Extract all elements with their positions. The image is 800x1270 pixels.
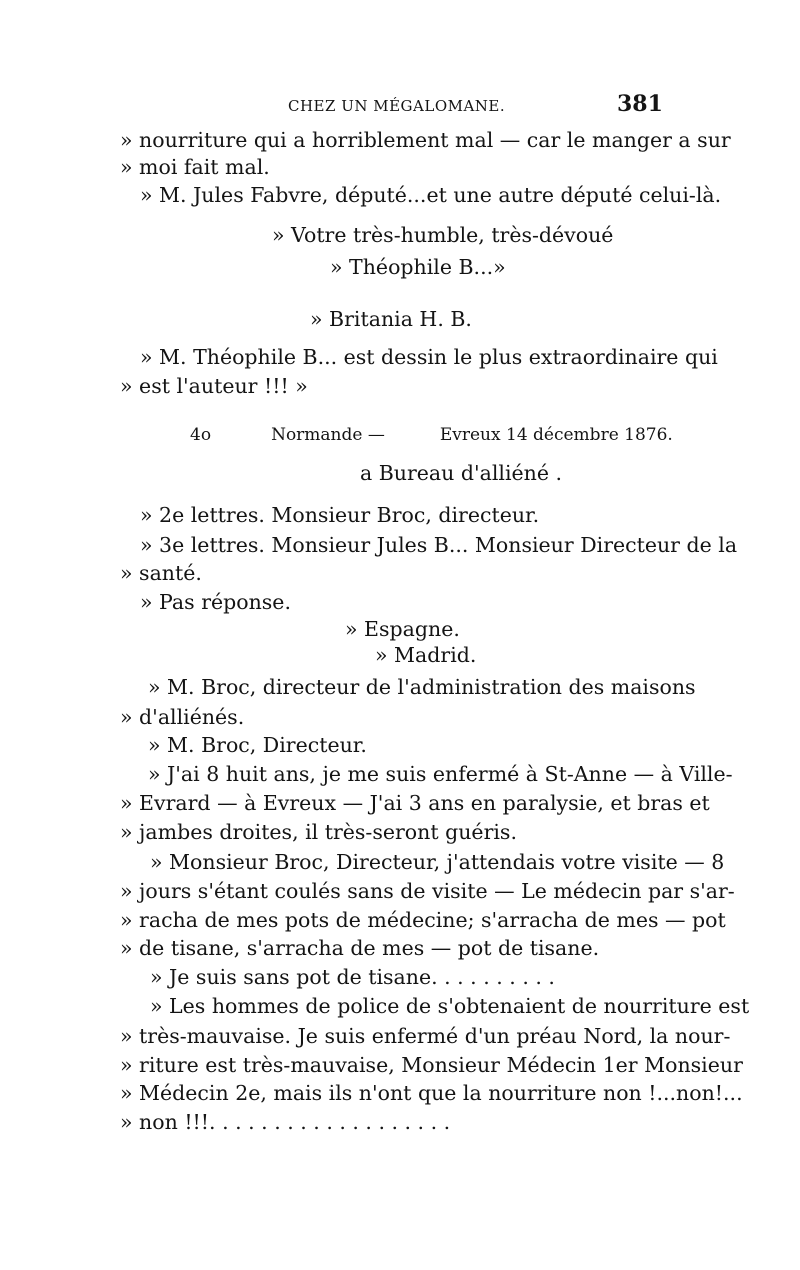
running-title: CHEZ UN MÉGALOMANE. [288,97,506,115]
text-line: » Britania H. B. [310,307,472,331]
text-line: » Votre très-humble, très-dévoué [272,223,614,247]
text-line: » est l'auteur !!! » [120,374,308,398]
text-line: » 3e lettres. Monsieur Jules B... Monsieur Directeur de la [140,533,738,557]
text-line: » Espagne. [345,617,460,641]
text-line: » M. Théophile B... est dessin le plus extraordinaire qui [140,345,718,369]
text-line: » nourriture qui a horriblement mal — car le manger a sur [120,128,731,152]
text-line: » Je suis sans pot de tisane. . . . . . . . . . [150,965,555,989]
text-line: » M. Broc, directeur de l'administration des maisons [148,675,696,699]
text-line: » Monsieur Broc, Directeur, j'attendais votre visite — 8 [150,850,725,874]
text-line: » M. Broc, Directeur. [148,733,367,757]
text-line: » Evrard — à Evreux — J'ai 3 ans en paralysie, et bras et [120,791,710,815]
text-line: » Madrid. [375,643,477,667]
date-line [190,427,673,444]
date-line-date: Evreux 14 décembre 1876. [439,425,673,445]
text-line: » M. Jules Fabvre, député...et une autre député celui-là. [140,183,722,207]
text-line: » santé. [120,561,202,585]
text-line: » non !!!. . . . . . . . . . . . . . . . . . . [120,1110,451,1134]
text-line: » moi fait mal. [120,155,270,179]
text-line: » riture est très-mauvaise, Monsieur Médecin 1er Monsieur [120,1053,743,1077]
text-line: a Bureau d'alliéné . [360,461,563,485]
text-line: » racha de mes pots de médecine; s'arracha de mes — pot [120,908,726,932]
text-line: » Pas réponse. [140,590,291,614]
text-line: » d'alliénés. [120,705,245,729]
text-line: » de tisane, s'arracha de mes — pot de tisane. [120,936,600,960]
date-line-region: Normande — [271,425,385,445]
text-line: » jambes droites, il très-seront guéris. [120,820,517,844]
text-line: » très-mauvaise. Je suis enfermé d'un préau Nord, la nour- [120,1024,731,1048]
date-line-number: 4o [190,425,212,445]
text-line: » Médecin 2e, mais ils n'ont que la nourriture non !...non!... [120,1081,743,1105]
text-line: » Théophile B...» [330,255,506,279]
text-line: » 2e lettres. Monsieur Broc, directeur. [140,503,540,527]
page-number: 381 [617,91,663,117]
text-line: » J'ai 8 huit ans, je me suis enfermé à St-Anne — à Ville- [148,762,733,786]
text-line: » Les hommes de police de s'obtenaient de nourriture est [150,994,750,1018]
text-line: » jours s'étant coulés sans de visite — Le médecin par s'ar- [120,879,735,903]
